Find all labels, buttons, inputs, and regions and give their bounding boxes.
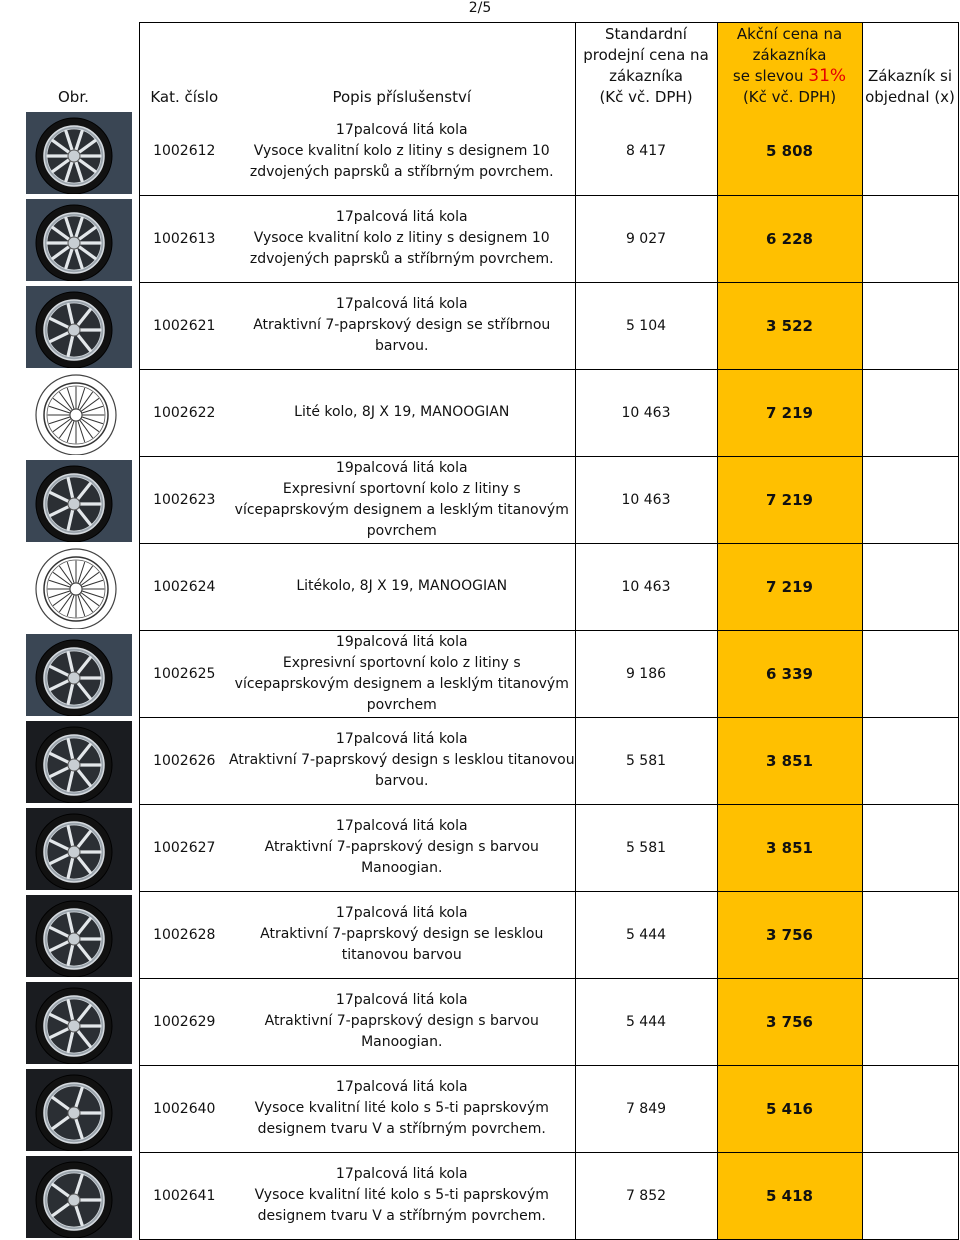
standard-price: 5 581 bbox=[575, 804, 717, 891]
description bbox=[229, 1152, 575, 1239]
header-description: Popis příslušenství bbox=[229, 23, 575, 109]
wheel-photo-icon bbox=[26, 982, 132, 1064]
order-mark-cell[interactable] bbox=[862, 369, 958, 456]
order-mark-cell[interactable] bbox=[862, 108, 958, 195]
wheel-image bbox=[26, 1152, 139, 1239]
standard-price: 5 581 bbox=[575, 717, 717, 804]
wheel-photo-icon bbox=[26, 1069, 132, 1151]
catalog-number: 1002629 bbox=[139, 978, 229, 1065]
description bbox=[229, 456, 575, 543]
wheel-image bbox=[26, 108, 139, 195]
description-line: 17palcová litá kola bbox=[335, 992, 468, 1008]
description bbox=[229, 717, 575, 804]
wheel-image bbox=[26, 369, 139, 456]
catalog-number: 1002628 bbox=[139, 891, 229, 978]
standard-price: 9 186 bbox=[575, 630, 717, 717]
standard-price: 8 417 bbox=[575, 108, 717, 195]
header-action-price: Akční cena na zákazníka se slevou 31% (Kč vč. DPH) bbox=[717, 23, 862, 109]
table-row bbox=[26, 630, 958, 717]
description-line: zdvojených paprsků a stříbrným povrchem. bbox=[249, 251, 554, 267]
description-line: 19palcová litá kola bbox=[335, 633, 468, 650]
catalog-number: 1002624 bbox=[139, 543, 229, 630]
description-line: Manoogian. bbox=[361, 860, 443, 876]
action-price: 7 219 bbox=[717, 456, 862, 543]
description-line: 17palcová litá kola bbox=[335, 905, 468, 921]
order-mark-cell[interactable] bbox=[862, 804, 958, 891]
description-line: 19palcová litá kola bbox=[335, 459, 468, 476]
table-row bbox=[26, 108, 958, 195]
table-row bbox=[26, 717, 958, 804]
description-line: Vysoce kvalitní lité kolo s 5-ti paprskovým bbox=[254, 1100, 549, 1116]
wheel-drawing-icon bbox=[26, 373, 132, 455]
header-image: Obr. bbox=[58, 88, 89, 106]
action-price: 3 851 bbox=[717, 804, 862, 891]
description-line: povrchem bbox=[366, 696, 437, 713]
action-price: 7 219 bbox=[717, 543, 862, 630]
wheel-photo-icon bbox=[26, 1156, 132, 1238]
description bbox=[229, 891, 575, 978]
action-price: 5 418 bbox=[717, 1152, 862, 1239]
description-line: Vysoce kvalitní lité kolo s 5-ti paprskovým bbox=[254, 1187, 549, 1203]
catalog-number: 1002626 bbox=[139, 717, 229, 804]
description bbox=[229, 195, 575, 282]
action-price: 7 219 bbox=[717, 369, 862, 456]
catalog-number: 1002623 bbox=[139, 456, 229, 543]
table-row bbox=[26, 891, 958, 978]
description bbox=[229, 1065, 575, 1152]
catalog-number: 1002640 bbox=[139, 1065, 229, 1152]
wheel-photo-icon bbox=[26, 808, 132, 890]
wheel-photo-icon bbox=[26, 199, 132, 281]
description-line: vícepaprskovým designem a lesklým titanovým bbox=[234, 675, 569, 692]
action-price: 3 756 bbox=[717, 891, 862, 978]
description-line: Atraktivní 7-paprskový design se lesklou bbox=[260, 926, 544, 942]
action-price: 5 808 bbox=[717, 108, 862, 195]
standard-price: 5 444 bbox=[575, 891, 717, 978]
wheel-photo-icon bbox=[26, 721, 132, 803]
wheel-image bbox=[26, 1065, 139, 1152]
price-table bbox=[26, 22, 959, 1240]
description-line: barvou. bbox=[375, 773, 429, 789]
wheel-image bbox=[26, 891, 139, 978]
description-line: 17palcová litá kola bbox=[335, 209, 468, 225]
description-line: 17palcová litá kola bbox=[335, 1166, 468, 1182]
action-price: 3 756 bbox=[717, 978, 862, 1065]
standard-price: 7 849 bbox=[575, 1065, 717, 1152]
wheel-image bbox=[26, 717, 139, 804]
action-price: 3 522 bbox=[717, 282, 862, 369]
description-line: Lité kolo, 8J X 19, MANOOGIAN bbox=[294, 404, 510, 420]
description bbox=[229, 630, 575, 717]
description-line: 17palcová litá kola bbox=[335, 818, 468, 834]
standard-price: 5 104 bbox=[575, 282, 717, 369]
wheel-photo-icon bbox=[26, 634, 132, 716]
description-line: designem tvaru V a stříbrným povrchem. bbox=[257, 1121, 546, 1137]
table-row bbox=[26, 369, 958, 456]
description-line: Vysoce kvalitní kolo z litiny s designem 10 bbox=[253, 230, 550, 246]
description-line: barvou. bbox=[375, 338, 429, 354]
wheel-image bbox=[26, 456, 139, 543]
order-mark-cell[interactable] bbox=[862, 978, 958, 1065]
description-line: Atraktivní 7-paprskový design se stříbrnou bbox=[253, 317, 551, 333]
standard-price: 7 852 bbox=[575, 1152, 717, 1239]
table-row bbox=[26, 978, 958, 1065]
action-price: 5 416 bbox=[717, 1065, 862, 1152]
wheel-photo-icon bbox=[26, 286, 132, 368]
standard-price: 10 463 bbox=[575, 369, 717, 456]
standard-price: 10 463 bbox=[575, 543, 717, 630]
table-row bbox=[26, 456, 958, 543]
order-mark-cell[interactable] bbox=[862, 543, 958, 630]
description-line: Atraktivní 7-paprskový design s lesklou titanovou bbox=[229, 752, 575, 768]
description-line: titanovou barvou bbox=[341, 947, 462, 963]
catalog-number: 1002625 bbox=[139, 630, 229, 717]
description-line: designem tvaru V a stříbrným povrchem. bbox=[257, 1208, 546, 1224]
header-customer-ordered: Zákazník si objednal (x) bbox=[862, 23, 958, 109]
standard-price: 10 463 bbox=[575, 456, 717, 543]
order-mark-cell[interactable] bbox=[862, 456, 958, 543]
description bbox=[229, 369, 575, 456]
table-row bbox=[26, 804, 958, 891]
table-header-row bbox=[26, 23, 958, 109]
order-mark-cell[interactable] bbox=[862, 1065, 958, 1152]
description-line: povrchem bbox=[366, 522, 437, 539]
catalog-number: 1002613 bbox=[139, 195, 229, 282]
standard-price: 9 027 bbox=[575, 195, 717, 282]
description-line: Litékolo, 8J X 19, MANOOGIAN bbox=[296, 578, 508, 594]
wheel-photo-icon bbox=[26, 460, 132, 542]
header-standard-price: Standardní prodejní cena na zákazníka (Kč vč. DPH) bbox=[575, 23, 717, 109]
order-mark-cell[interactable] bbox=[862, 717, 958, 804]
standard-price: 5 444 bbox=[575, 978, 717, 1065]
description-line: 17palcová litá kola bbox=[335, 296, 468, 312]
table-row bbox=[26, 282, 958, 369]
description-line: Vysoce kvalitní kolo z litiny s designem 10 bbox=[253, 142, 550, 159]
wheel-image bbox=[26, 978, 139, 1065]
order-mark-cell[interactable] bbox=[862, 1152, 958, 1239]
catalog-number: 1002641 bbox=[139, 1152, 229, 1239]
wheel-photo-icon bbox=[26, 112, 132, 194]
wheel-drawing-icon bbox=[26, 547, 132, 629]
wheel-image bbox=[26, 543, 139, 630]
description-line: Expresivní sportovní kolo z litiny s bbox=[282, 480, 521, 497]
wheel-image bbox=[26, 195, 139, 282]
table-row bbox=[26, 1152, 958, 1239]
table-row bbox=[26, 543, 958, 630]
order-mark-cell[interactable] bbox=[862, 195, 958, 282]
description-line: 17palcová litá kola bbox=[335, 1079, 468, 1095]
catalog-number: 1002627 bbox=[139, 804, 229, 891]
discount-percent: 31% bbox=[808, 66, 847, 86]
description bbox=[229, 804, 575, 891]
header-catalog-number: Kat. číslo bbox=[139, 23, 229, 109]
description bbox=[229, 978, 575, 1065]
wheel-image bbox=[26, 630, 139, 717]
description-line: Atraktivní 7-paprskový design s barvou bbox=[264, 1013, 539, 1029]
order-mark-cell[interactable] bbox=[862, 282, 958, 369]
wheel-photo-icon bbox=[26, 895, 132, 977]
description bbox=[229, 108, 575, 195]
action-price: 6 228 bbox=[717, 195, 862, 282]
description-line: vícepaprskovým designem a lesklým titanovým bbox=[234, 501, 569, 518]
catalog-number: 1002612 bbox=[139, 108, 229, 195]
order-mark-cell[interactable] bbox=[862, 891, 958, 978]
order-mark-cell[interactable] bbox=[862, 630, 958, 717]
catalog-number: 1002621 bbox=[139, 282, 229, 369]
description-line: 17palcová litá kola bbox=[335, 731, 468, 747]
table-row bbox=[26, 195, 958, 282]
page-number: 2/5 bbox=[468, 0, 492, 16]
catalog-number: 1002622 bbox=[139, 369, 229, 456]
table-row bbox=[26, 1065, 958, 1152]
description-line: 17palcová litá kola bbox=[335, 121, 468, 138]
wheel-image bbox=[26, 804, 139, 891]
action-price: 3 851 bbox=[717, 717, 862, 804]
description-line: Manoogian. bbox=[361, 1034, 443, 1050]
action-price: 6 339 bbox=[717, 630, 862, 717]
description bbox=[229, 282, 575, 369]
description-line: zdvojených paprsků a stříbrným povrchem. bbox=[249, 163, 554, 180]
description bbox=[229, 543, 575, 630]
wheel-image bbox=[26, 282, 139, 369]
description-line: Expresivní sportovní kolo z litiny s bbox=[282, 654, 521, 671]
description-line: Atraktivní 7-paprskový design s barvou bbox=[264, 839, 539, 855]
